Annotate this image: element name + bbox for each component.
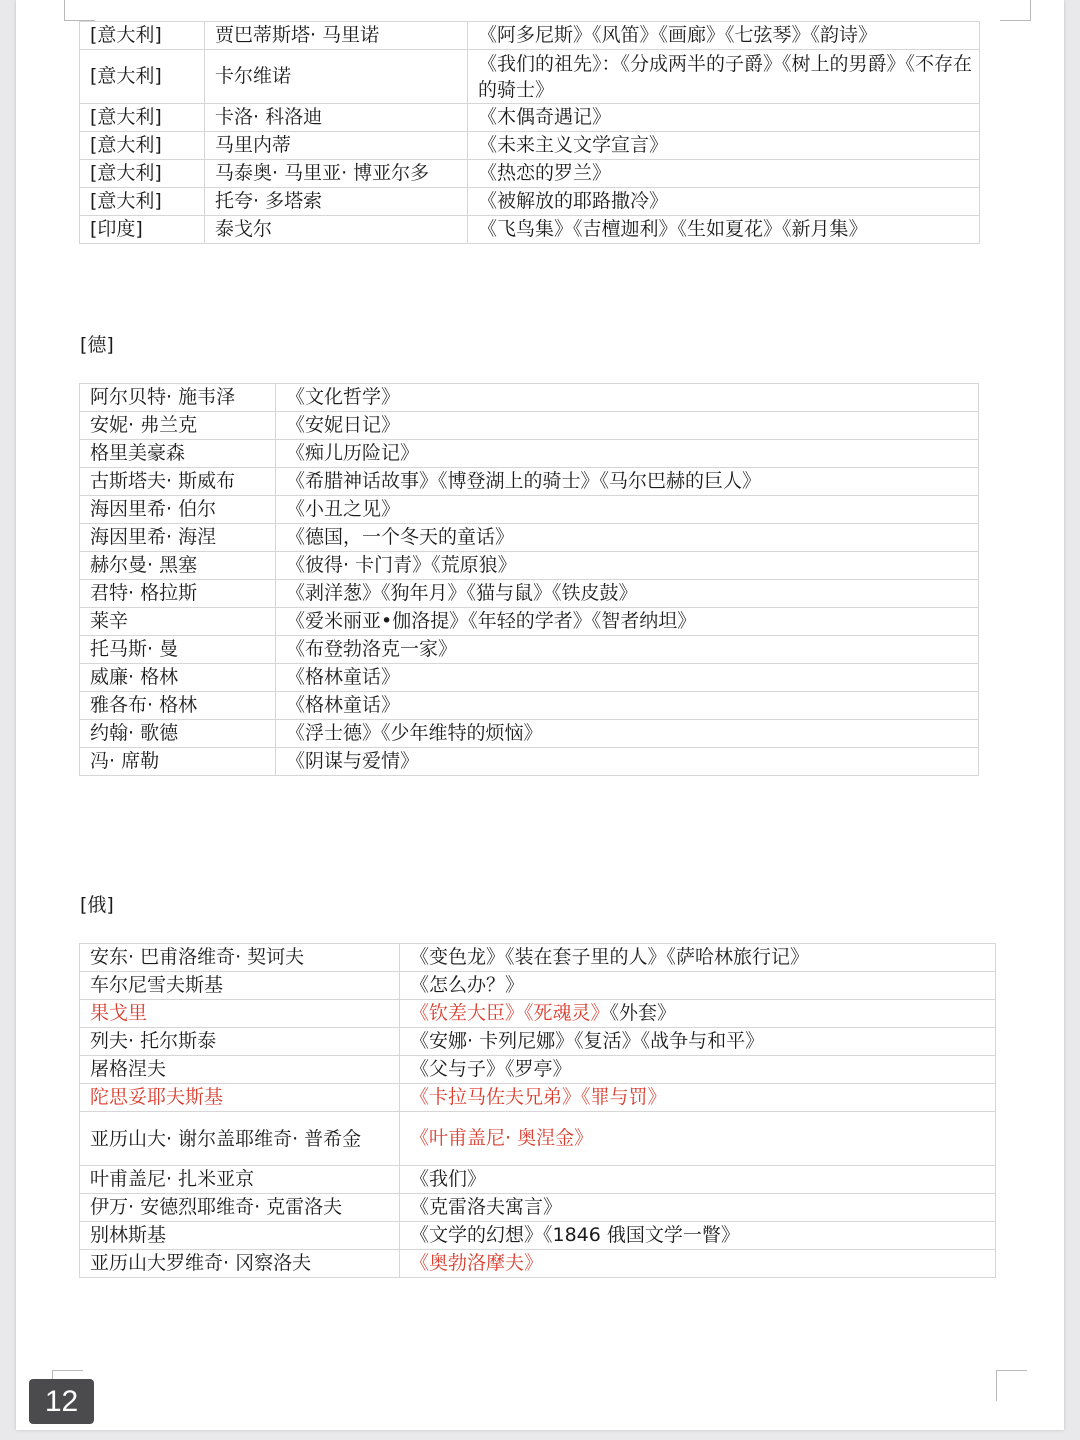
table-row: [80, 1112, 996, 1166]
works-cell-highlighted: 《奥勃洛摩夫》: [400, 1250, 996, 1278]
author-cell: 威廉· 格林: [80, 664, 276, 692]
table-row: [80, 216, 980, 244]
table-row: [80, 1028, 996, 1056]
document-page: [16, 0, 1064, 1430]
works-cell: 《克雷洛夫寓言》: [400, 1194, 996, 1222]
author-cell: 泰戈尔: [205, 216, 468, 244]
works-cell: 《安娜· 卡列尼娜》《复活》《战争与和平》: [400, 1028, 996, 1056]
works-cell: 《父与子》《罗亭》: [400, 1056, 996, 1084]
works-cell-highlighted: 《卡拉马佐夫兄弟》《罪与罚》: [400, 1084, 996, 1112]
works-plain: 《外套》: [609, 1002, 677, 1024]
author-cell: 亚历山大· 谢尔盖耶维奇· 普希金: [80, 1112, 400, 1166]
table-row: [80, 1000, 996, 1028]
table-row: [80, 50, 980, 104]
works-cell: 《文学的幻想》《1846 俄国文学一瞥》: [400, 1222, 996, 1250]
table-row: [80, 496, 979, 524]
table-row: [80, 636, 979, 664]
table-row: [80, 552, 979, 580]
russia-table: [79, 943, 996, 1278]
table-row: [80, 748, 979, 776]
author-cell: 君特· 格拉斯: [80, 580, 276, 608]
table-row: [80, 580, 979, 608]
country-cell: [印度]: [80, 216, 205, 244]
author-cell: 海因里希· 海涅: [80, 524, 276, 552]
author-cell: 车尔尼雪夫斯基: [80, 972, 400, 1000]
works-cell: 《布登勃洛克一家》: [276, 636, 979, 664]
author-cell: 约翰· 歌德: [80, 720, 276, 748]
works-cell: 《木偶奇遇记》: [468, 104, 980, 132]
works-cell: 《剥洋葱》《狗年月》《猫与鼠》《铁皮鼓》: [276, 580, 979, 608]
table-row: [80, 1056, 996, 1084]
works-cell: 《被解放的耶路撒冷》: [468, 188, 980, 216]
table-row: [80, 692, 979, 720]
works-cell: 《阿多尼斯》《风笛》《画廊》《七弦琴》《韵诗》: [468, 22, 980, 50]
author-cell: 屠格涅夫: [80, 1056, 400, 1084]
works-cell: [400, 1000, 996, 1028]
country-cell: [意大利]: [80, 22, 205, 50]
country-cell: [意大利]: [80, 160, 205, 188]
author-cell: 马泰奥· 马里亚· 博亚尔多: [205, 160, 468, 188]
table-row: [80, 160, 980, 188]
table-row: [80, 524, 979, 552]
author-cell: 伊万· 安德烈耶维奇· 克雷洛夫: [80, 1194, 400, 1222]
works-cell: 《安妮日记》: [276, 412, 979, 440]
table-row: [80, 468, 979, 496]
works-cell: 《希腊神话故事》《博登湖上的骑士》《马尔巴赫的巨人》: [276, 468, 979, 496]
table-row: [80, 384, 979, 412]
section-heading-germany: [德]: [80, 334, 114, 356]
works-cell: 《痴儿历险记》: [276, 440, 979, 468]
germany-table: [79, 383, 979, 776]
author-cell: 托马斯· 曼: [80, 636, 276, 664]
table-row: [80, 1194, 996, 1222]
table-row: [80, 1222, 996, 1250]
works-cell: 《怎么办？》: [400, 972, 996, 1000]
author-cell: 格里美豪森: [80, 440, 276, 468]
table-row: [80, 104, 980, 132]
author-cell: 卡尔维诺: [205, 50, 468, 104]
table-row: [80, 132, 980, 160]
author-cell: 叶甫盖尼· 扎米亚京: [80, 1166, 400, 1194]
table-row: [80, 664, 979, 692]
author-cell: 马里内蒂: [205, 132, 468, 160]
author-cell: 安妮· 弗兰克: [80, 412, 276, 440]
works-cell: 《格林童话》: [276, 692, 979, 720]
author-cell: 古斯塔夫· 斯威布: [80, 468, 276, 496]
page-number-badge: 12: [29, 1379, 94, 1424]
table-row: [80, 22, 980, 50]
works-cell-highlighted: 《叶甫盖尼· 奥涅金》: [400, 1112, 996, 1166]
author-cell: 托夸· 多塔索: [205, 188, 468, 216]
table-row: [80, 188, 980, 216]
works-cell: 《小丑之见》: [276, 496, 979, 524]
country-cell: [意大利]: [80, 104, 205, 132]
author-cell: 卡洛· 科洛迪: [205, 104, 468, 132]
table-row: [80, 440, 979, 468]
italy-india-table: [79, 21, 980, 244]
works-cell: 《德国，一个冬天的童话》: [276, 524, 979, 552]
table-row: [80, 720, 979, 748]
works-cell: 《浮士德》《少年维特的烦恼》: [276, 720, 979, 748]
author-cell-highlighted: 陀思妥耶夫斯基: [80, 1084, 400, 1112]
country-cell: [意大利]: [80, 188, 205, 216]
country-cell: [意大利]: [80, 50, 205, 104]
table-row: [80, 412, 979, 440]
author-cell-highlighted: 果戈里: [80, 1000, 400, 1028]
works-cell: 《文化哲学》: [276, 384, 979, 412]
author-cell: 海因里希· 伯尔: [80, 496, 276, 524]
works-cell: 《爱米丽亚•伽洛提》《年轻的学者》《智者纳坦》: [276, 608, 979, 636]
author-cell: 贾巴蒂斯塔· 马里诺: [205, 22, 468, 50]
crop-mark-top-right: [1000, 0, 1031, 21]
works-cell: 《我们》: [400, 1166, 996, 1194]
works-cell: 《变色龙》《装在套子里的人》《萨哈林旅行记》: [400, 944, 996, 972]
works-cell: 《我们的祖先》：《分成两半的子爵》《树上的男爵》《不存在的骑士》: [468, 50, 980, 104]
works-cell: 《阴谋与爱情》: [276, 748, 979, 776]
author-cell: 雅各布· 格林: [80, 692, 276, 720]
country-cell: [意大利]: [80, 132, 205, 160]
table-row: [80, 944, 996, 972]
author-cell: 亚历山大罗维奇· 冈察洛夫: [80, 1250, 400, 1278]
author-cell: 赫尔曼· 黑塞: [80, 552, 276, 580]
section-heading-russia: [俄]: [80, 894, 114, 916]
works-cell: 《热恋的罗兰》: [468, 160, 980, 188]
author-cell: 列夫· 托尔斯泰: [80, 1028, 400, 1056]
crop-mark-bottom-right: [996, 1370, 1027, 1401]
table-row: [80, 1250, 996, 1278]
table-row: [80, 608, 979, 636]
works-highlighted: 《钦差大臣》《死魂灵》: [410, 1002, 610, 1024]
works-cell: 《未来主义文学宣言》: [468, 132, 980, 160]
table-row: [80, 1084, 996, 1112]
works-cell: 《格林童话》: [276, 664, 979, 692]
table-row: [80, 972, 996, 1000]
author-cell: 别林斯基: [80, 1222, 400, 1250]
works-cell: 《飞鸟集》《吉檀迦利》《生如夏花》《新月集》: [468, 216, 980, 244]
table-row: [80, 1166, 996, 1194]
author-cell: 冯· 席勒: [80, 748, 276, 776]
author-cell: 安东· 巴甫洛维奇· 契诃夫: [80, 944, 400, 972]
author-cell: 莱辛: [80, 608, 276, 636]
author-cell: 阿尔贝特· 施韦泽: [80, 384, 276, 412]
works-cell: 《彼得· 卡门青》《荒原狼》: [276, 552, 979, 580]
crop-mark-top-left: [64, 0, 95, 21]
